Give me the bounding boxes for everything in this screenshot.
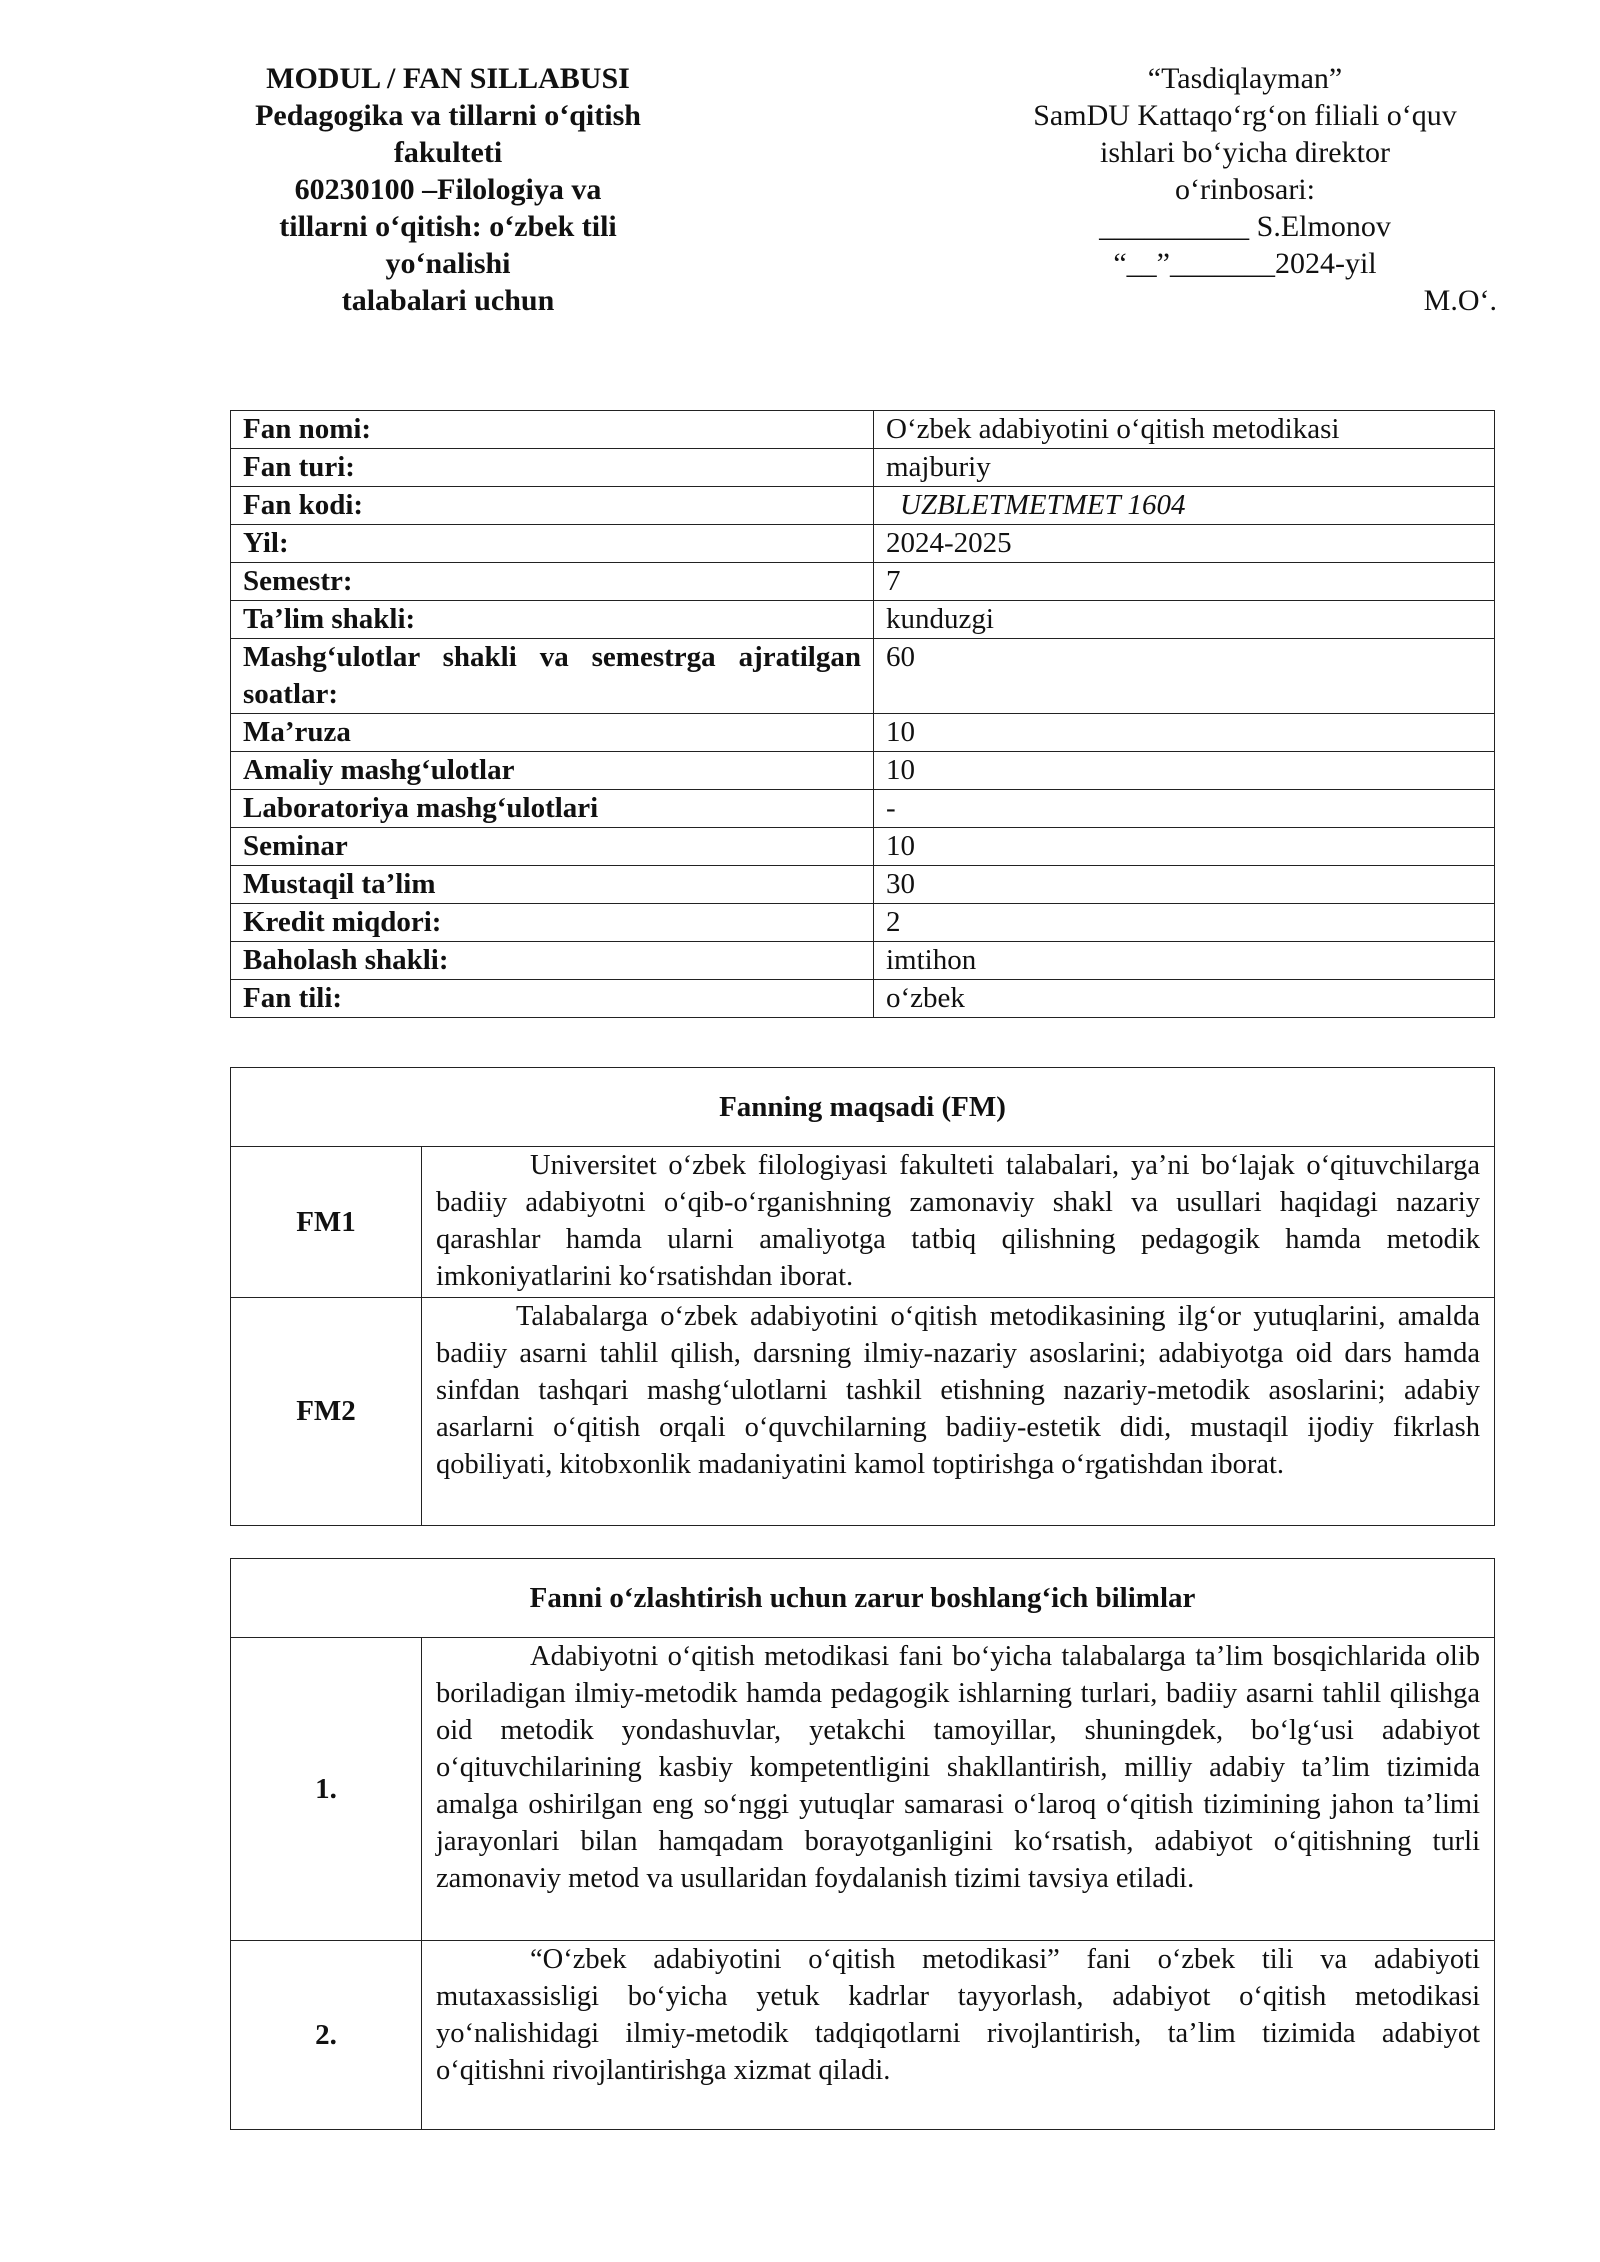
goals-title-row — [231, 1068, 1495, 1147]
syllabus-title-block — [198, 60, 698, 319]
info-key: Fan tili: — [231, 980, 874, 1018]
prerequisite-label: 1. — [231, 1638, 422, 1941]
info-key: Seminar — [231, 828, 874, 866]
goal-text-content: Universitet o‘zbek filologiyasi fakulteti talabalari, ya’ni bo‘lajak o‘qituvchilarga badiiy adabiyotni o‘qib-o‘rganishning zamonaviy shakl va usullari haqidagi nazariy qarashlar hamda ularni amaliyotga tatbiq qilishning pedagogik hamda metodik imkoniyatlarini ko‘rsatishdan iborat. — [436, 1150, 1480, 1292]
info-row — [231, 980, 1495, 1018]
info-value: 7 — [874, 563, 1495, 601]
info-value: 2024-2025 — [874, 525, 1495, 563]
info-key: Kredit miqdori: — [231, 904, 874, 942]
course-info-table — [230, 410, 1495, 1018]
info-value: - — [874, 790, 1495, 828]
prerequisites-title: Fanni o‘zlashtirish uchun zarur boshlang‘ich bilimlar — [231, 1559, 1495, 1638]
prerequisites-table — [230, 1558, 1495, 2130]
info-value: majburiy — [874, 449, 1495, 487]
info-key: Fan kodi: — [231, 487, 874, 525]
info-value: 10 — [874, 828, 1495, 866]
approver-line-2: ishlari bo‘yicha direktor — [1100, 136, 1390, 169]
signature-line: __________ S.Elmonov — [1099, 210, 1391, 243]
info-key: Mashg‘ulotlar shakli va semestrga ajratilgan soatlar: — [231, 639, 874, 714]
goal-text-content: Talabalarga o‘zbek adabiyotini o‘qitish metodikasining ilg‘or yutuqlarini, amalda badiiy asarni tahlil qilish, darsning ilmiy-nazariy asoslarini; adabiyotga oid dars hamda sinfdan tashqari mashg‘ulotlarni tashkil etishning nazariy-metodik asoslarini; adabiy asarlarni o‘qitish orqali o‘quvchilarning badiiy-estetik didi, mustaqil ijodiy fikrlash qobiliyati, kitobxonlik madaniyatini kamol toptirishga o‘rgatishdan iborat. — [436, 1301, 1480, 1480]
prerequisite-text-content: Adabiyotni o‘qitish metodikasi fani bo‘yicha talabalarga ta’lim bosqichlarida olib boriladigan ilmiy-metodik hamda pedagogik ishlarning turlari, badiiy asarni tahlil qilishga oid metodik yondashuvlar, yetakchi tamoyillar, shuningdek, bo‘lg‘usi adabiyot o‘qituvchilarining kasbiy kompetentligini shakllantirish, milliy adabiy ta’lim tizimida amalga oshirilgan eng so‘nggi yutuqlar samarasi o‘laroq o‘qitish tizimining jahon ta’limi jarayonlari bilan hamqadam borayotganligini ko‘rsatish, adabiyot o‘qitishning turli zamonaviy metod va usullaridan foydalanish tizimi tavsiya etiladi. — [436, 1641, 1480, 1894]
goal-label: FM1 — [231, 1147, 422, 1298]
info-row — [231, 563, 1495, 601]
info-key: Fan turi: — [231, 449, 874, 487]
faculty-line-2: fakulteti — [393, 136, 503, 169]
approval-block — [985, 60, 1505, 319]
info-key: Yil: — [231, 525, 874, 563]
prerequisites-title-row — [231, 1559, 1495, 1638]
info-value: 30 — [874, 866, 1495, 904]
prerequisite-row — [231, 1941, 1495, 2130]
prerequisite-text-content: “O‘zbek adabiyotini o‘qitish metodikasi” fani o‘zbek tili va adabiyoti mutaxassisligi bo‘yicha yetuk kadrlar tayyorlash, adabiyot o‘qitish metodikasi yo‘nalishidagi ilmiy-metodik tadqiqotlarni rivojlantirish, ta’lim tizimida adabiyot o‘qitishni rivojlantirishga xizmat qiladi. — [436, 1944, 1480, 2086]
goal-label: FM2 — [231, 1298, 422, 1526]
info-row — [231, 449, 1495, 487]
prerequisite-text — [422, 1941, 1495, 2130]
info-row — [231, 904, 1495, 942]
info-row — [231, 752, 1495, 790]
info-row — [231, 525, 1495, 563]
info-value: 10 — [874, 752, 1495, 790]
info-row — [231, 411, 1495, 449]
info-row — [231, 790, 1495, 828]
date-line: “__”_______2024-yil — [1113, 247, 1377, 280]
goal-row — [231, 1147, 1495, 1298]
info-row — [231, 942, 1495, 980]
prerequisite-text — [422, 1638, 1495, 1941]
info-value: 2 — [874, 904, 1495, 942]
course-goals-table — [230, 1067, 1495, 1526]
info-value: 60 — [874, 639, 1495, 714]
info-row — [231, 828, 1495, 866]
info-key: Amaliy mashg‘ulotlar — [231, 752, 874, 790]
info-value: 10 — [874, 714, 1495, 752]
prerequisite-label: 2. — [231, 1941, 422, 2130]
info-value: UZBLETMETMET 1604 — [874, 487, 1495, 525]
audience-line: talabalari uchun — [341, 284, 555, 317]
goals-title: Fanning maqsadi (FM) — [231, 1068, 1495, 1147]
info-key: Ta’lim shakli: — [231, 601, 874, 639]
info-key: Mustaqil ta’lim — [231, 866, 874, 904]
program-line-3: yo‘nalishi — [385, 247, 511, 280]
goal-text — [422, 1147, 1495, 1298]
program-line: 60230100 –Filologiya va — [294, 173, 602, 206]
info-row — [231, 487, 1495, 525]
info-value: imtihon — [874, 942, 1495, 980]
title-line: MODUL / FAN SILLABUSI — [266, 62, 630, 95]
goal-text — [422, 1298, 1495, 1526]
info-row — [231, 866, 1495, 904]
approval-heading: “Tasdiqlayman” — [1147, 62, 1343, 95]
info-key: Fan nomi: — [231, 411, 874, 449]
faculty-line: Pedagogika va tillarni o‘qitish — [255, 99, 641, 132]
info-row — [231, 639, 1495, 714]
info-key: Laboratoriya mashg‘ulotlari — [231, 790, 874, 828]
info-row — [231, 714, 1495, 752]
info-key: Semestr: — [231, 563, 874, 601]
info-value: kunduzgi — [874, 601, 1495, 639]
info-key: Ma’ruza — [231, 714, 874, 752]
info-value: O‘zbek adabiyotini o‘qitish metodikasi — [874, 411, 1495, 449]
prerequisite-row — [231, 1638, 1495, 1941]
approver-line-1: SamDU Kattaqo‘rg‘on filiali o‘quv — [1033, 99, 1457, 132]
info-value: o‘zbek — [874, 980, 1495, 1018]
info-row — [231, 601, 1495, 639]
info-key: Baholash shakli: — [231, 942, 874, 980]
stamp-label: M.O‘. — [1423, 284, 1497, 317]
program-line-2: tillarni o‘qitish: o‘zbek tili — [279, 210, 617, 243]
goal-row — [231, 1298, 1495, 1526]
approver-line-3: o‘rinbosari: — [1175, 173, 1315, 206]
